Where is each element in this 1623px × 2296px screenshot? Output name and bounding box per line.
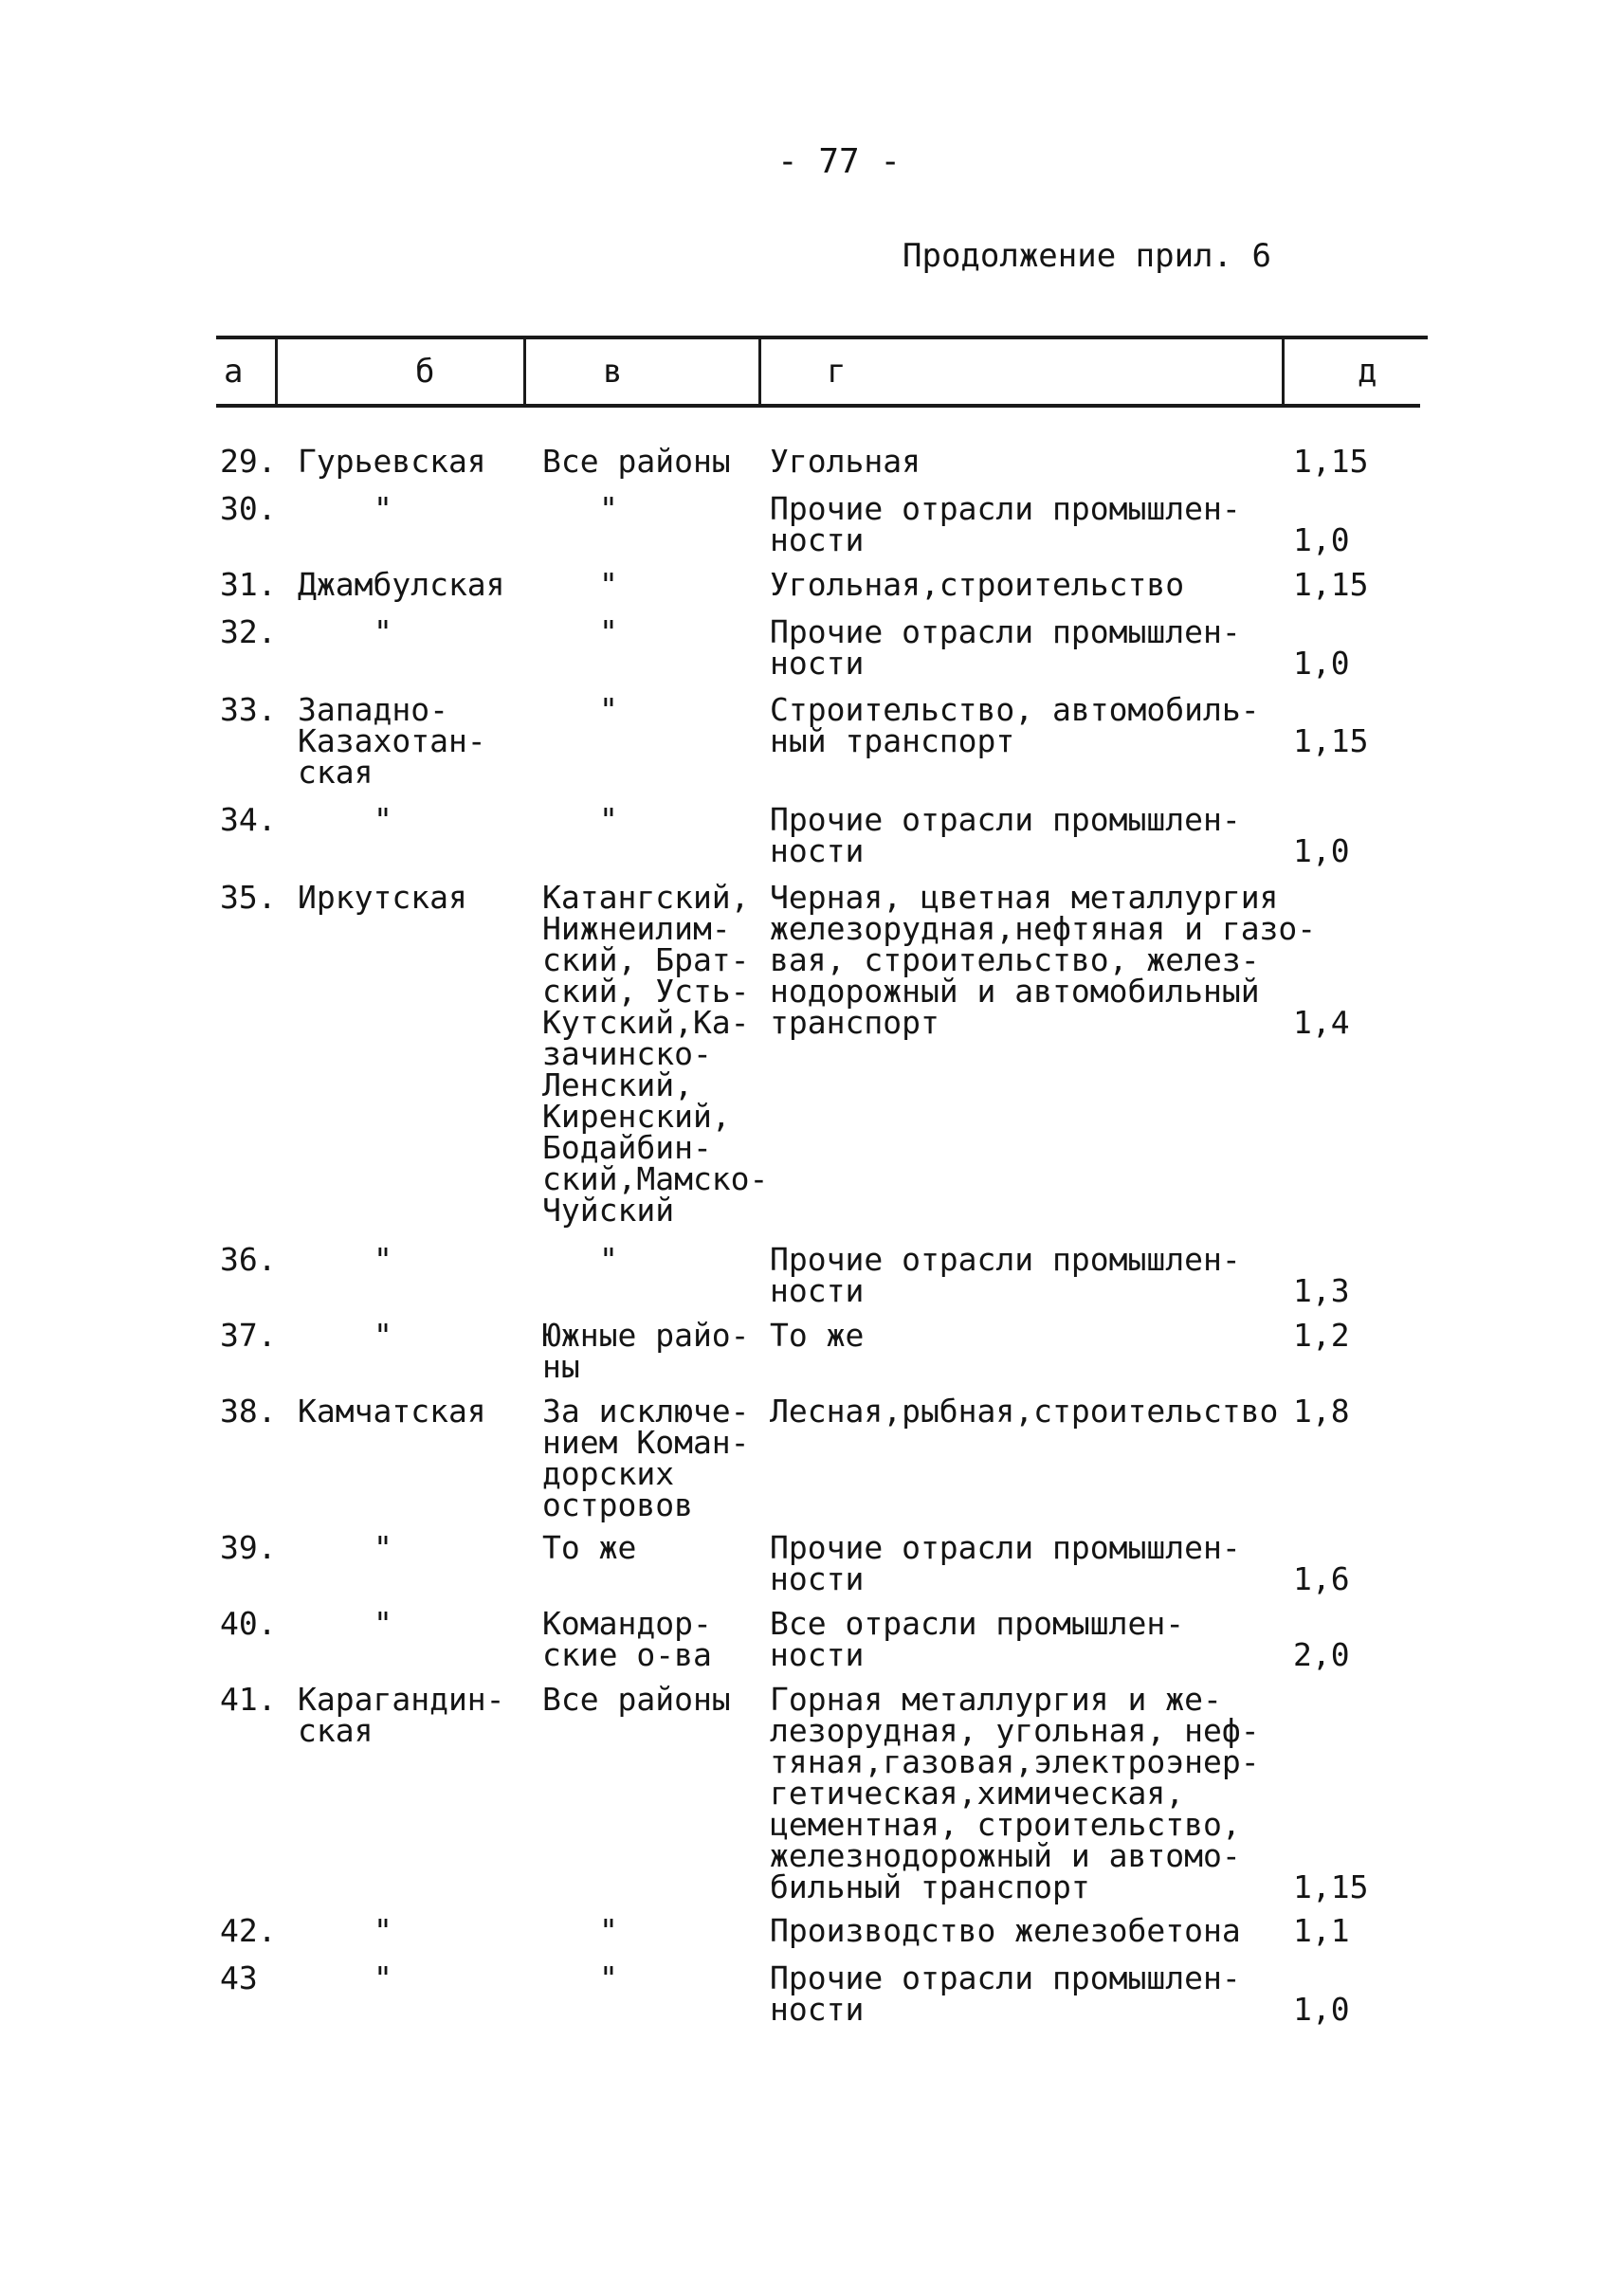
district-cell: Катангский, Нижнеилим- ский, Брат- ский, Усть- Кутский,Ка- зачинско- Ленский, Киренский, Бодайбин- ский,Мамско- Чуйский [542,879,769,1229]
industry-cell: Производство железобетона [770,1912,1241,1949]
industry-cell: Угольная,строительство [770,566,1185,603]
coefficient-cell: 1,3 [1293,1272,1350,1309]
district-cell: Все районы [542,1681,731,1718]
industry-cell: Лесная,рыбная,строительство [770,1393,1279,1430]
header-divider [275,337,278,406]
region-cell: Иркутская [298,879,467,916]
row-number: 29. [220,443,277,480]
industry-cell: Горная металлургия и же- лезорудная, угольная, неф- тяная,газовая,электроэнер- гетическая,химическая, цементная, строительство, железнодорожный и автомо- бильный транспорт [770,1681,1260,1905]
industry-cell: Прочие отрасли промышлен- ности [770,613,1241,682]
district-cell: Все районы [542,443,731,480]
region-cell: " [374,490,392,527]
coefficient-cell: 1,8 [1293,1393,1350,1430]
region-cell: " [374,1605,392,1642]
page-number: - 77 - [777,142,902,181]
industry-cell: То же [770,1317,865,1354]
industry-cell: Все отрасли промышлен- ности [770,1605,1185,1673]
row-number: 38. [220,1393,277,1430]
region-cell: " [374,801,392,838]
row-number: 39. [220,1529,277,1566]
region-cell: Джамбулская [298,566,505,603]
industry-cell: Прочие отрасли промышлен- ности [770,490,1241,558]
region-cell: Камчатская [298,1393,486,1430]
row-number: 33. [220,691,277,728]
coefficient-cell: 1,0 [1293,832,1350,869]
district-cell: " [599,691,618,728]
coefficient-cell: 1,1 [1293,1912,1350,1949]
district-cell: " [599,1912,618,1949]
header-top-rule [216,336,1428,339]
column-header-g: г [827,353,847,391]
column-header-b: б [415,353,435,391]
header-divider [523,337,526,406]
header-bottom-rule [216,404,1420,408]
row-number: 30. [220,490,277,527]
header-divider [1282,337,1285,406]
column-header-d: д [1358,353,1377,391]
region-cell: Гурьевская [298,443,486,480]
coefficient-cell: 1,6 [1293,1560,1350,1597]
coefficient-cell: 2,0 [1293,1636,1350,1673]
industry-cell: Угольная [770,443,921,480]
column-header-v: в [603,353,623,391]
district-cell: " [599,613,618,650]
industry-cell: Черная, цветная металлургия железорудная,нефтяная и газо- вая, строительство, желез- нодорожный и автомобильный транспорт [770,879,1317,1041]
region-cell: " [374,1529,392,1566]
district-cell: То же [542,1529,637,1566]
coefficient-cell: 1,15 [1293,722,1369,759]
row-number: 37. [220,1317,277,1354]
region-cell: Карагандин- ская [298,1681,505,1749]
row-number: 41. [220,1681,277,1718]
row-number: 34. [220,801,277,838]
coefficient-cell: 1,0 [1293,1991,1350,2028]
row-number: 35. [220,879,277,916]
row-number: 32. [220,613,277,650]
district-cell: Южные райо- ны [542,1317,750,1385]
row-number: 42. [220,1912,277,1949]
industry-cell: Прочие отрасли промышлен- ности [770,1529,1241,1597]
region-cell: " [374,1912,392,1949]
region-cell: " [374,613,392,650]
district-cell: За исключе- нием Коман- дорских островов [542,1393,750,1523]
continuation-title: Продолжение прил. 6 [903,237,1271,275]
district-cell: " [599,566,618,603]
district-cell: " [599,1241,618,1278]
coefficient-cell: 1,4 [1293,1004,1350,1041]
coefficient-cell: 1,0 [1293,645,1350,682]
district-cell: " [599,1959,618,1996]
region-cell: Западно- Казахотан- ская [298,691,486,791]
row-number: 43 [220,1959,258,1996]
header-divider [758,337,761,406]
row-number: 36. [220,1241,277,1278]
column-header-a: а [224,353,244,391]
row-number: 40. [220,1605,277,1642]
coefficient-cell: 1,0 [1293,521,1350,558]
district-cell: Командор- ские о-ва [542,1605,712,1673]
coefficient-cell: 1,2 [1293,1317,1350,1354]
industry-cell: Строительство, автомобиль- ный транспорт [770,691,1260,759]
industry-cell: Прочие отрасли промышлен- ности [770,801,1241,869]
region-cell: " [374,1959,392,1996]
coefficient-cell: 1,15 [1293,1868,1369,1905]
industry-cell: Прочие отрасли промышлен- ности [770,1241,1241,1309]
industry-cell: Прочие отрасли промышлен- ности [770,1959,1241,2028]
district-cell: " [599,801,618,838]
row-number: 31. [220,566,277,603]
region-cell: " [374,1241,392,1278]
coefficient-cell: 1,15 [1293,443,1369,480]
region-cell: " [374,1317,392,1354]
coefficient-cell: 1,15 [1293,566,1369,603]
district-cell: " [599,490,618,527]
